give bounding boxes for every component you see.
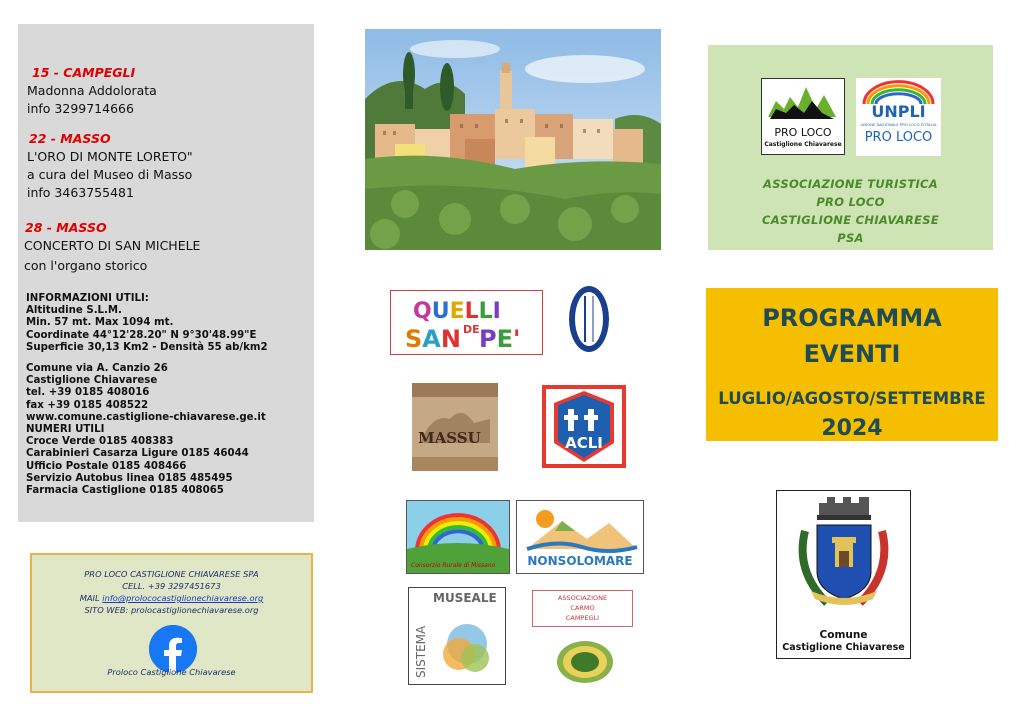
info-line: fax +39 0185 408522 bbox=[26, 399, 149, 411]
association-line: PSA bbox=[837, 231, 864, 245]
mail-link[interactable]: info@prolococastiglionechiavarese.org bbox=[102, 593, 264, 603]
village-photo bbox=[365, 29, 661, 250]
quelli-word: QUELLI bbox=[413, 299, 501, 324]
event-line: CONCERTO DI SAN MICHELE bbox=[24, 238, 201, 253]
san-word: SAN bbox=[405, 325, 461, 353]
info-line: Comune via A. Canzio 26 bbox=[26, 363, 168, 375]
comune-line: Comune bbox=[819, 629, 868, 641]
contact-name: PRO LOCO CASTIGLIONE CHIAVARESE SPA bbox=[84, 569, 259, 579]
info-line: Min. 57 mt. Max 1094 mt. bbox=[26, 317, 174, 329]
sistema-word: SISTEMA bbox=[414, 625, 428, 678]
pe-word: PE' bbox=[479, 325, 521, 353]
website-link[interactable]: www.comune.castiglione-chiavarese.ge.it bbox=[26, 411, 266, 423]
info-line: Ufficio Postale 0185 408466 bbox=[26, 460, 187, 472]
info-line: Carabinieri Casarza Ligure 0185 46044 bbox=[26, 448, 249, 460]
event-line: a cura del Museo di Masso bbox=[27, 167, 193, 182]
quelli-de-san-pe-logo bbox=[390, 290, 543, 355]
program-title: PROGRAMMA bbox=[762, 304, 942, 332]
nonsolomare-logo bbox=[516, 500, 644, 574]
association-line: PRO LOCO bbox=[816, 195, 885, 209]
info-line: Coordinate 44°12'28.20" N 9°30'48.99"E bbox=[26, 329, 257, 341]
nonsolomare-word: NONSOLOMARE bbox=[527, 554, 633, 568]
info-line: Castiglione Chiavarese bbox=[26, 375, 158, 387]
pro-loco-logo-text: PRO LOCO bbox=[774, 126, 832, 139]
carmo-line: ASSOCIAZIONE bbox=[557, 594, 608, 602]
de-word: DE bbox=[463, 323, 480, 336]
info-panel bbox=[18, 24, 314, 522]
info-line: tel. +39 0185 408016 bbox=[26, 387, 150, 399]
event-line: info 3463755481 bbox=[27, 185, 134, 200]
useful-info bbox=[26, 293, 268, 497]
event-line: L'ORO DI MONTE LORETO" bbox=[27, 149, 193, 164]
contact-cell: CELL. +39 3297451673 bbox=[122, 581, 221, 591]
pro-loco-logo bbox=[761, 78, 845, 155]
info-line: Altitudine S.L.M. bbox=[26, 305, 122, 317]
event-title: 15 - CAMPEGLI bbox=[32, 65, 136, 80]
event-line: con l'organo storico bbox=[24, 258, 148, 273]
association-line: CASTIGLIONE CHIAVARESE bbox=[762, 213, 939, 227]
carmo-line: CAMPEGLI bbox=[565, 614, 600, 622]
massu-logo bbox=[412, 383, 498, 471]
event-line: info 3299714666 bbox=[27, 101, 134, 116]
unpli-logo bbox=[856, 78, 941, 156]
oval-emblem-logo bbox=[567, 284, 611, 354]
acli-logo bbox=[542, 385, 626, 468]
massu-word: MASSU bbox=[418, 429, 481, 447]
program-months: LUGLIO/AGOSTO/SETTEMBRE bbox=[718, 389, 986, 408]
facebook-icon[interactable] bbox=[149, 625, 197, 673]
contact-box bbox=[30, 553, 313, 693]
event-title: 28 - MASSO bbox=[25, 220, 107, 235]
unpli-proloco: PRO LOCO bbox=[864, 130, 933, 145]
round-seal-logo bbox=[556, 640, 614, 684]
info-line: Croce Verde 0185 408383 bbox=[26, 436, 174, 448]
info-line: Servizio Autobus linea 0185 485495 bbox=[26, 472, 233, 484]
comune-crest bbox=[776, 490, 911, 659]
facebook-caption: Proloco Castiglione Chiavarese bbox=[107, 667, 236, 677]
museale-word: MUSEALE bbox=[433, 591, 497, 605]
info-line: NUMERI UTILI bbox=[26, 424, 105, 436]
consorzio-text: Consorzio Rurale di Missano bbox=[411, 562, 496, 569]
event-line: Madonna Addolorata bbox=[27, 83, 157, 98]
info-line: Farmacia Castiglione 0185 408065 bbox=[26, 485, 224, 497]
association-line: ASSOCIAZIONE TURISTICA bbox=[763, 177, 938, 191]
association-box bbox=[708, 45, 993, 250]
program-year: 2024 bbox=[821, 416, 883, 441]
pro-loco-logo-sub: Castiglione Chiavarese bbox=[764, 141, 842, 148]
comune-name: Castiglione Chiavarese bbox=[782, 642, 905, 653]
contact-site[interactable]: SITO WEB: prolocastiglionechiavarese.org bbox=[84, 605, 259, 615]
info-line: INFORMAZIONI UTILI: bbox=[26, 293, 149, 304]
unpli-sub: UNIONE NAZIONALE PRO LOCO D'ITALIA bbox=[860, 122, 937, 127]
associazione-carmo-logo bbox=[532, 590, 633, 627]
contact-mail: MAIL info@prolococastiglionechiavarese.org bbox=[79, 593, 264, 603]
info-line: Superficie 30,13 Km2 - Densità 55 ab/km2 bbox=[26, 341, 268, 353]
program-box bbox=[706, 288, 998, 441]
event-title: 22 - MASSO bbox=[29, 131, 111, 146]
consorzio-logo bbox=[406, 500, 510, 574]
program-subtitle: EVENTI bbox=[803, 340, 901, 368]
carmo-line: CARMO bbox=[570, 604, 595, 612]
sistema-museale-logo bbox=[408, 587, 506, 685]
unpli-word: UNPLI bbox=[871, 102, 926, 121]
acli-word: ACLI bbox=[565, 434, 603, 452]
